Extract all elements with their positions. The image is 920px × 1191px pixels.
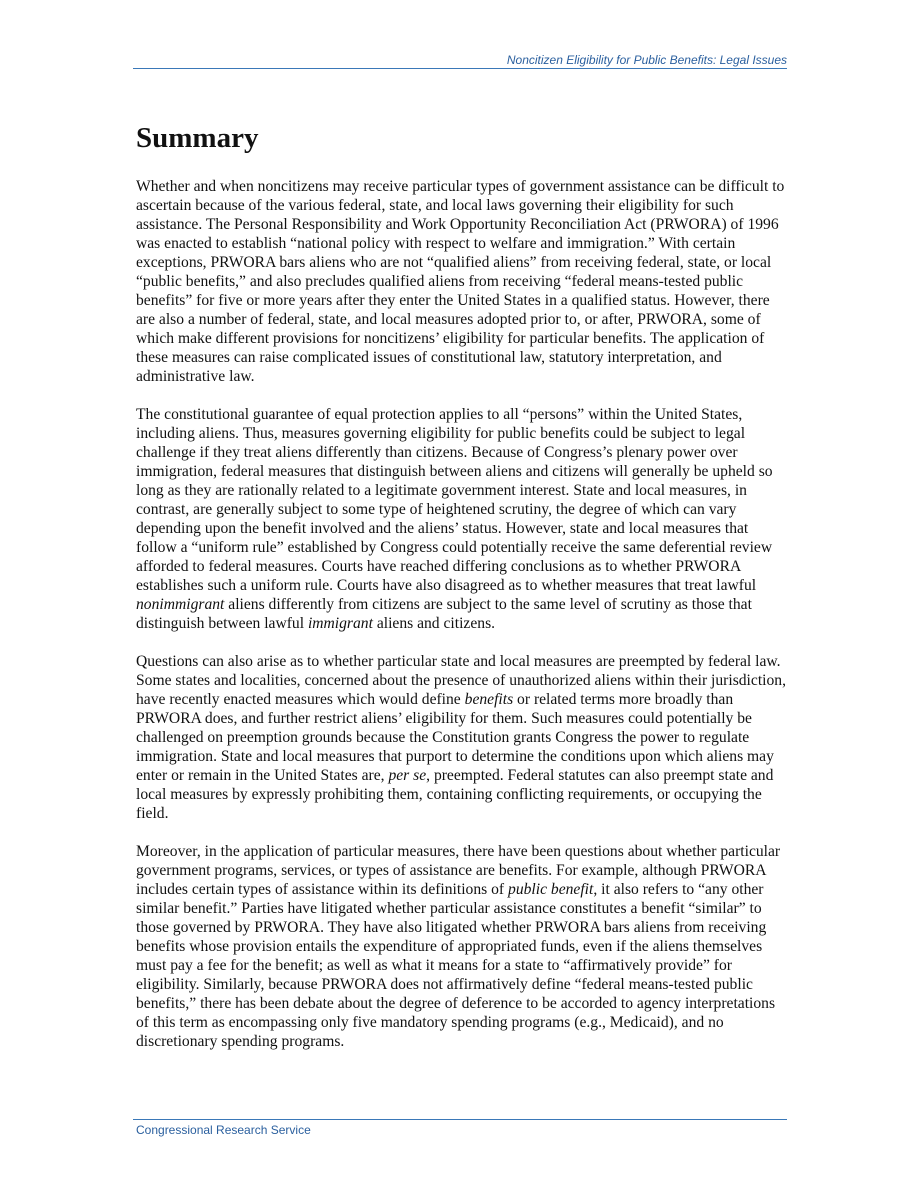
footer-rule — [133, 1119, 787, 1120]
italic-term: benefits — [464, 691, 514, 708]
text-run: aliens and citizens. — [372, 615, 496, 632]
italic-term: immigrant — [307, 615, 373, 632]
paragraph-3 — [136, 652, 788, 823]
paragraph-2 — [136, 405, 788, 633]
text-run: , it also refers to “any other similar benefit.” Parties have litigated whether particular assistance constitutes a benefit “similar” to those governed by PRWORA. They have also litigated whether PRWORA bars aliens from receiving benefits whose provision entails the expenditure of appropriated funds, even if the aliens themselves must pay a fee for the benefit; as well as what it means for a state to “affirmatively provide” for eligibility. Similarly, because PRWORA does not affirmatively define “federal means-tested public benefits,” there has been debate about the degree of deference to be accorded to agency interpretations of this term as encompassing only five mandatory spending programs (e.g., Medicaid), and no discretionary spending programs. — [136, 881, 776, 1050]
text-run: aliens differently from citizens are subject to the same level of scrutiny as those that distinguish between lawful — [136, 596, 752, 632]
paragraph-4 — [136, 842, 788, 1051]
running-header: Noncitizen Eligibility for Public Benefits: Legal Issues — [506, 53, 787, 67]
page-title: Summary — [136, 122, 259, 154]
text-run: Questions can also arise as to whether particular state and local measures are preempted by federal law. Some states and localities, concerned about the presence of unauthorized aliens within their jurisdiction, have recently enacted measures which would define — [136, 653, 786, 708]
footer-org: Congressional Research Service — [136, 1123, 311, 1137]
text-run: Whether and when noncitizens may receive particular types of government assistance can be difficult to ascertain because of the various federal, state, and local laws governing their eligibility for such assistance. The Personal Responsibility and Work Opportunity Reconciliation Act (PRWORA) of 1996 was enacted to establish “national policy with respect to welfare and immigration.” With certain exceptions, PRWORA bars aliens who are not “qualified aliens” from receiving federal, state, or local “public benefits,” and also precludes qualified aliens from receiving “federal means-tested public benefits” for five or more years after they enter the United States in a qualified status. However, there are also a number of federal, state, and local measures adopted prior to, or after, PRWORA, some of which make different provisions for noncitizens’ eligibility for particular benefits. The application of these measures can raise complicated issues of constitutional law, statutory interpretation, and administrative law. — [136, 178, 785, 385]
text-run: , preempted. Federal statutes can also preempt state and local measures by expressly prohibiting them, containing conflicting requirements, or occupying the field. — [136, 767, 774, 822]
italic-term: per se — [388, 767, 427, 784]
text-run: or related terms more broadly than PRWORA does, and further restrict aliens’ eligibility for them. Such measures could potentially be challenged on preemption grounds because the Constitution grants Congress the power to regulate immigration. State and local measures that purport to determine the conditions upon which aliens may enter or remain in the United States are, — [136, 691, 774, 784]
text-run: Moreover, in the application of particular measures, there have been questions about whether particular government programs, services, or types of assistance are benefits. For example, although PRWORA includes certain types of assistance within its definitions of — [136, 843, 781, 898]
summary-body — [136, 177, 788, 1070]
header-rule — [133, 68, 787, 69]
paragraph-1 — [136, 177, 788, 386]
text-run: The constitutional guarantee of equal protection applies to all “persons” within the United States, including aliens. Thus, measures governing eligibility for public benefits could be subject to legal challenge if they treat aliens differently than citizens. Because of Congress’s plenary power over immigration, federal measures that distinguish between aliens and citizens will generally be upheld so long as they are rationally related to a legitimate government interest. State and local measures, in contrast, are generally subject to some type of heightened scrutiny, the degree of which can vary depending upon the benefit involved and the aliens’ status. However, state and local measures that follow a “uniform rule” established by Congress could potentially receive the same deferential review afforded to federal measures. Courts have reached differing conclusions as to whether PRWORA establishes such a uniform rule. Courts have also disagreed as to whether measures that treat lawful — [136, 406, 773, 594]
italic-term: public benefit — [508, 881, 594, 898]
italic-term: nonimmigrant — [136, 596, 225, 613]
